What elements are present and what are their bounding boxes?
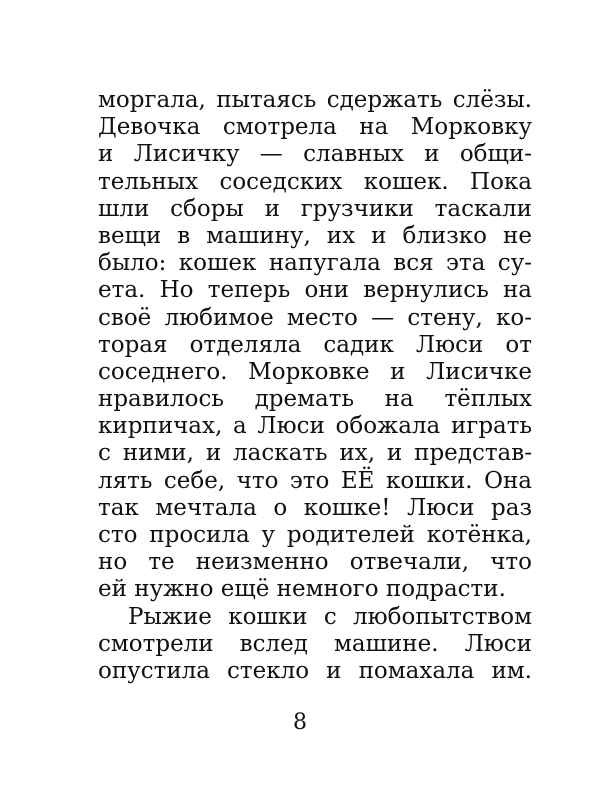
text-line: ей нужно ещё немного подрасти. <box>98 576 506 603</box>
text-line: было: кошек напугала вся эта су- <box>98 250 532 277</box>
text-line: Рыжие кошки с любопытством <box>128 603 532 630</box>
text-line: опустила стекло и помахала им. <box>98 657 532 684</box>
text-line: Девочка смотрела на Морковку <box>98 114 532 141</box>
text-line: торая отделяла садик Люси от <box>98 331 532 358</box>
body-text <box>98 87 532 685</box>
text-line: лять себе, что это ЕЁ кошки. Она <box>98 467 532 494</box>
page-number: 8 <box>293 710 307 735</box>
text-line: ета. Но теперь они вернулись на <box>98 277 532 304</box>
text-line: нравилось дремать на тёплых <box>98 386 532 413</box>
text-line: с ними, и ласкать их, и представ- <box>98 440 532 467</box>
text-line: кирпичах, а Люси обожала играть <box>98 413 532 440</box>
text-line: но те неизменно отвечали, что <box>98 549 532 576</box>
text-line: шли сборы и грузчики таскали <box>98 195 532 222</box>
text-line: соседнего. Морковке и Лисичке <box>98 358 532 385</box>
text-line: смотрели вслед машине. Люси <box>98 630 532 657</box>
paragraph-2 <box>98 604 532 686</box>
text-line: моргала, пытаясь сдержать слёзы. <box>98 87 532 113</box>
text-line: тельных соседских кошек. Пока <box>98 168 532 195</box>
text-line: так мечтала о кошке! Люси раз <box>98 494 532 521</box>
text-line: сто просила у родителей котёнка, <box>98 522 532 548</box>
paragraph-1 <box>98 87 532 604</box>
text-line: своё любимое место — стену, ко- <box>98 304 532 331</box>
text-line: и Лисичку — славных и общи- <box>98 141 532 168</box>
text-line: вещи в машину, их и близко не <box>98 222 532 249</box>
